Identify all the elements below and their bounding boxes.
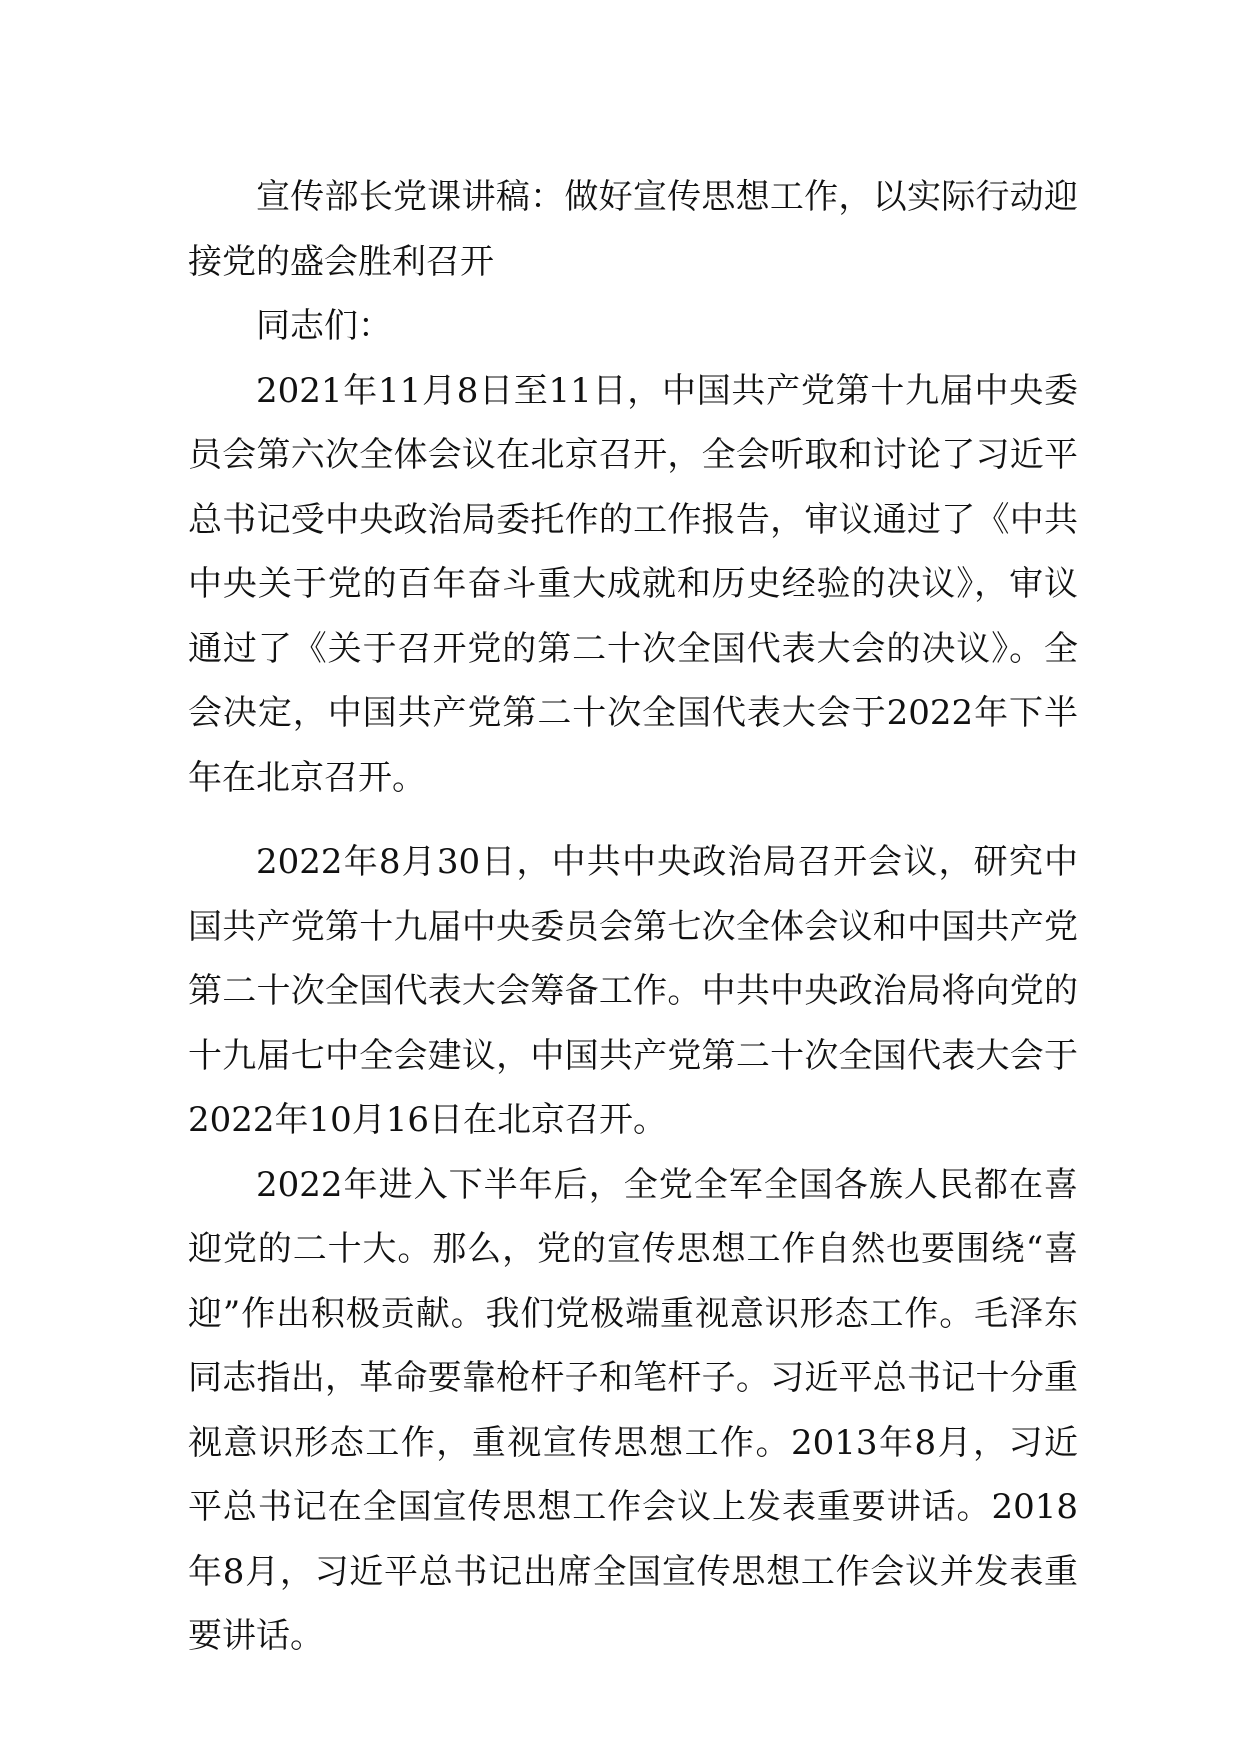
paragraph-1: 2021年11月8日至11日，中国共产党第十九届中央委员会第六次全体会议在北京召开，全会听取和讨论了习近平总书记受中央政治局委托作的工作报告，审议通过了《中共中央关于党的百年奋斗重大成就和历史经验的决议》，审议通过了《关于召开党的第二十次全国代表大会的决议》。全会决定，中国共产党第二十次全国代表大会于2022年下半年在北京召开。 (188, 370, 1078, 798)
document-title: 宣传部长党课讲稿：做好宣传思想工作，以实际行动迎接党的盛会胜利召开 (188, 177, 1078, 282)
greeting: 同志们： (256, 306, 392, 346)
paragraph-2: 2022年8月30日，中共中央政治局召开会议，研究中国共产党第十九届中央委员会第七次全体会议和中国共产党第二十次全国代表大会筹备工作。中共中央政治局将向党的十九届七中全会建议，中国共产党第二十次全国代表大会于2022年10月16日在北京召开。 (188, 842, 1078, 1140)
paragraph-3: 2022年进入下半年后，全党全军全国各族人民都在喜迎党的二十大。那么，党的宣传思想工作自然也要围绕“喜迎”作出积极贡献。我们党极端重视意识形态工作。毛泽东同志指出，革命要靠枪杆子和笔杆子。习近平总书记十分重视意识形态工作，重视宣传思想工作。2013年8月，习近平总书记在全国宣传思想工作会议上发表重要讲话。2018年8月，习近平总书记出席全国宣传思想工作会议并发表重要讲话。 (188, 1164, 1078, 1656)
document-body (188, 165, 1078, 1669)
